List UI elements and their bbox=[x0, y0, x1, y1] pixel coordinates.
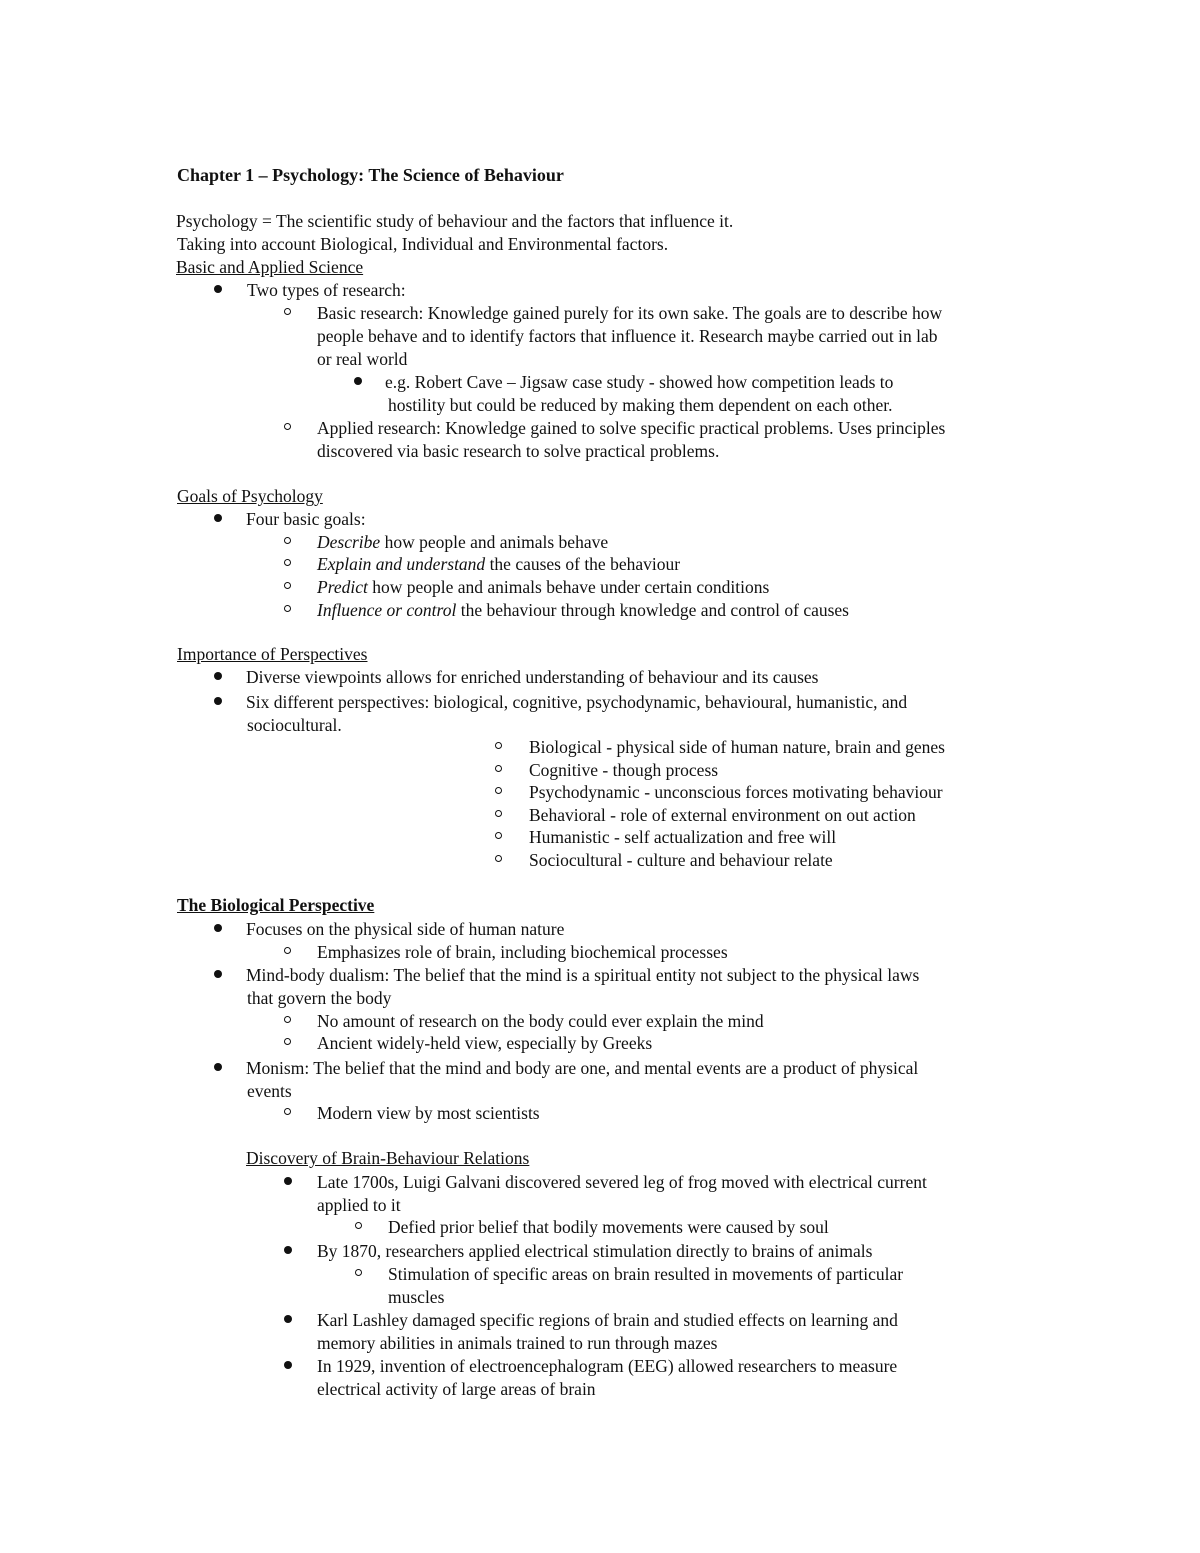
hollow-bullet-icon bbox=[284, 605, 291, 612]
bullet-icon bbox=[214, 924, 222, 932]
perspective-item: Psychodynamic - unconscious forces motivating behaviour bbox=[529, 782, 943, 802]
list-item: Late 1700s, Luigi Galvani discovered severed leg of frog moved with electrical current bbox=[317, 1172, 927, 1192]
list-item-continuation: that govern the body bbox=[247, 988, 392, 1008]
hollow-bullet-icon bbox=[495, 787, 502, 794]
list-item: Emphasizes role of brain, including biochemical processes bbox=[317, 942, 728, 962]
hollow-bullet-icon bbox=[495, 810, 502, 817]
page-title: Chapter 1 – Psychology: The Science of Behaviour bbox=[177, 165, 564, 185]
goal-term: Explain and understand bbox=[317, 554, 486, 574]
list-item: By 1870, researchers applied electrical stimulation directly to brains of animals bbox=[317, 1241, 873, 1261]
list-item-continuation: discovered via basic research to solve practical problems. bbox=[317, 441, 720, 461]
list-item: Basic research: Knowledge gained purely for its own sake. The goals are to describe how bbox=[317, 303, 943, 323]
hollow-bullet-icon bbox=[495, 832, 502, 839]
psychology-definition: Psychology = The scientific study of behaviour and the factors that influence it. bbox=[176, 211, 734, 231]
hollow-bullet-icon bbox=[284, 308, 291, 315]
section-heading-discovery: Discovery of Brain-Behaviour Relations bbox=[246, 1148, 530, 1168]
goal-term: Predict bbox=[317, 577, 368, 597]
list-item: Mind-body dualism: The belief that the mind is a spiritual entity not subject to the physical laws bbox=[246, 965, 920, 985]
list-item-continuation: hostility but could be reduced by making them dependent on each other. bbox=[388, 395, 893, 415]
hollow-bullet-icon bbox=[284, 559, 291, 566]
hollow-bullet-icon bbox=[355, 1269, 362, 1276]
list-item bbox=[317, 576, 769, 599]
hollow-bullet-icon bbox=[284, 423, 291, 430]
hollow-bullet-icon bbox=[284, 537, 291, 544]
bullet-icon bbox=[214, 697, 222, 705]
section-heading-goals: Goals of Psychology bbox=[177, 486, 323, 506]
list-item: Modern view by most scientists bbox=[317, 1103, 540, 1123]
hollow-bullet-icon bbox=[284, 1108, 291, 1115]
list-item-continuation: sociocultural. bbox=[247, 715, 342, 735]
list-item: Diverse viewpoints allows for enriched understanding of behaviour and its causes bbox=[246, 667, 819, 687]
list-item: Monism: The belief that the mind and body are one, and mental events are a product of physical bbox=[246, 1058, 919, 1078]
perspective-item: Humanistic - self actualization and free will bbox=[529, 827, 837, 847]
hollow-bullet-icon bbox=[355, 1222, 362, 1229]
list-item: Four basic goals: bbox=[246, 509, 366, 529]
list-item: Stimulation of specific areas on brain resulted in movements of particular bbox=[388, 1264, 904, 1284]
goal-text: the behaviour through knowledge and control of causes bbox=[456, 600, 849, 620]
list-item: Defied prior belief that bodily movements were caused by soul bbox=[388, 1217, 829, 1237]
goal-text: how people and animals behave under certain conditions bbox=[367, 577, 770, 597]
list-item: Six different perspectives: biological, cognitive, psychodynamic, behavioural, humanistic, and bbox=[246, 692, 908, 712]
section-heading-basic-applied: Basic and Applied Science bbox=[176, 257, 364, 277]
goal-text: how people and animals behave bbox=[380, 532, 609, 552]
section-heading-perspectives: Importance of Perspectives bbox=[177, 644, 368, 664]
hollow-bullet-icon bbox=[284, 1038, 291, 1045]
section-heading-biological: The Biological Perspective bbox=[177, 895, 375, 915]
list-item: No amount of research on the body could ever explain the mind bbox=[317, 1011, 764, 1031]
hollow-bullet-icon bbox=[284, 582, 291, 589]
list-item bbox=[317, 531, 608, 554]
goal-term: Describe bbox=[317, 532, 381, 552]
bullet-icon bbox=[284, 1361, 292, 1369]
bullet-icon bbox=[284, 1246, 292, 1254]
list-item: Karl Lashley damaged specific regions of brain and studied effects on learning and bbox=[317, 1310, 898, 1330]
list-item-continuation: people behave and to identify factors that influence it. Research maybe carried out in lab bbox=[317, 326, 938, 346]
bullet-icon bbox=[284, 1177, 292, 1185]
bullet-icon bbox=[214, 672, 222, 680]
hollow-bullet-icon bbox=[495, 742, 502, 749]
hollow-bullet-icon bbox=[495, 765, 502, 772]
list-item: Focuses on the physical side of human nature bbox=[246, 919, 565, 939]
list-item bbox=[317, 599, 849, 622]
bullet-icon bbox=[354, 377, 362, 385]
list-item: e.g. Robert Cave – Jigsaw case study - showed how competition leads to bbox=[385, 372, 894, 392]
hollow-bullet-icon bbox=[284, 947, 291, 954]
bullet-icon bbox=[284, 1315, 292, 1323]
bullet-icon bbox=[214, 1063, 222, 1071]
hollow-bullet-icon bbox=[495, 855, 502, 862]
list-item: Two types of research: bbox=[247, 280, 406, 300]
list-item-continuation: memory abilities in animals trained to run through mazes bbox=[317, 1333, 718, 1353]
list-item-continuation: events bbox=[247, 1081, 292, 1101]
perspective-item: Sociocultural - culture and behaviour relate bbox=[529, 850, 833, 870]
bullet-icon bbox=[214, 285, 222, 293]
list-item-continuation: applied to it bbox=[317, 1195, 401, 1215]
goal-term: Influence or control bbox=[317, 600, 457, 620]
goal-text: the causes of the behaviour bbox=[485, 554, 681, 574]
list-item: In 1929, invention of electroencephalogram (EEG) allowed researchers to measure bbox=[317, 1356, 898, 1376]
list-item bbox=[317, 553, 680, 576]
list-item-continuation: electrical activity of large areas of brain bbox=[317, 1379, 596, 1399]
list-item: Applied research: Knowledge gained to solve specific practical problems. Uses principles bbox=[317, 418, 946, 438]
list-item-continuation: muscles bbox=[388, 1287, 445, 1307]
perspective-item: Cognitive - though process bbox=[529, 760, 719, 780]
bullet-icon bbox=[214, 514, 222, 522]
list-item: Ancient widely-held view, especially by Greeks bbox=[317, 1033, 653, 1053]
bullet-icon bbox=[214, 970, 222, 978]
perspective-item: Behavioral - role of external environment on out action bbox=[529, 805, 916, 825]
hollow-bullet-icon bbox=[284, 1016, 291, 1023]
factors-text: Taking into account Biological, Individual and Environmental factors. bbox=[177, 234, 669, 254]
perspective-item: Biological - physical side of human nature, brain and genes bbox=[529, 737, 945, 757]
list-item-continuation: or real world bbox=[317, 349, 408, 369]
